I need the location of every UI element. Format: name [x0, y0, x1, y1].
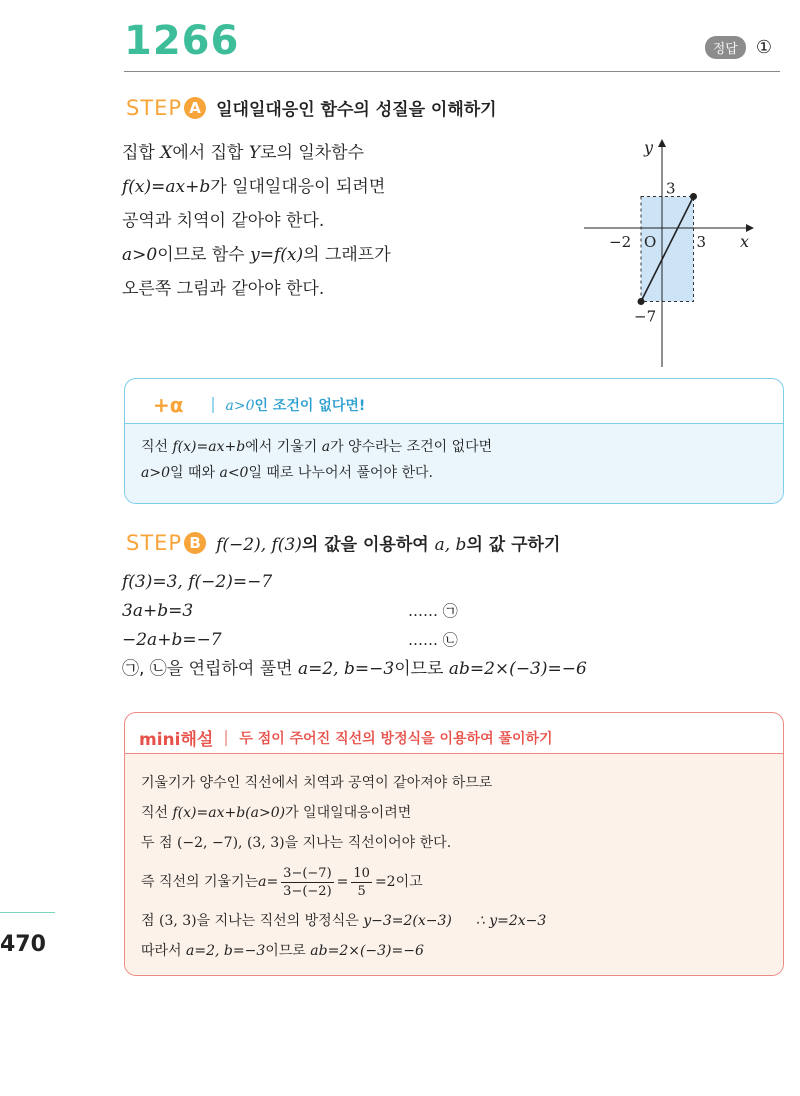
mini-solution-label: mini해설	[139, 730, 214, 750]
mini-line: 두 점 (−2, −7), (3, 3)을 지나는 직선이어야 한다.	[141, 835, 452, 851]
step-a-title: 일대일대응인 함수의 성질을 이해하기	[216, 100, 497, 120]
y-min-label: −7	[634, 307, 657, 326]
step-a-line: f(x)=ax+b가 일대일대응이 되려면	[122, 177, 386, 197]
mini-solution-header	[139, 725, 553, 750]
step-a-line: 오른쪽 그림과 같아야 한다.	[122, 279, 325, 299]
step-b-word: STEP	[126, 530, 183, 555]
alpha-tip-label: +α	[153, 393, 184, 417]
step-a-word: STEP	[126, 95, 183, 120]
alpha-tip-title: a>0인 조건이 없다면!	[225, 398, 366, 414]
step-a-line: 집합 X에서 집합 Y로의 일차함수	[122, 143, 365, 163]
mini-line: 따라서 a=2, b=−3이므로 ab=2×(−3)=−6	[141, 943, 424, 959]
equation-line: −2a+b=−7 …… ㉡	[122, 630, 458, 650]
slope-fraction-simplified: $\frac{10}{5}$	[353, 865, 370, 899]
step-a-explanation	[122, 138, 391, 308]
mini-solution-box	[124, 712, 784, 976]
mini-line: 기울기가 양수인 직선에서 치역과 공역이 같아져야 하므로	[141, 775, 493, 791]
step-b-heading	[126, 530, 560, 555]
page-number: 470	[0, 932, 46, 957]
mini-line-slope: 즉 직선의 기울기는 a= $\frac{3-(-7)}{3-(-2)}$ = $\frac{10}{5}$ =2 이고	[141, 865, 423, 899]
mini-line: 점 (3, 3)을 지나는 직선의 방정식은 y−3=2(x−3) ∴ y=2x−3	[141, 913, 547, 929]
x-axis-label: x	[740, 232, 750, 251]
endpoint-top-right	[690, 193, 697, 200]
function-graph	[580, 135, 760, 370]
alpha-tip-line: a>0일 때와 a<0일 때로 나누어서 풀어야 한다.	[141, 465, 433, 481]
alpha-tip-separator	[212, 397, 214, 413]
mini-solution-separator	[225, 730, 227, 746]
equation-line: 3a+b=3 …… ㉠	[122, 601, 458, 621]
alpha-tip-box	[124, 378, 784, 504]
header-divider	[124, 71, 780, 72]
x-min-label: −2	[609, 233, 632, 251]
x-max-label: 3	[696, 233, 707, 251]
step-b-title: f(−2), f(3)의 값을 이용하여 a, b의 값 구하기	[216, 535, 561, 555]
endpoint-bottom-left	[638, 298, 645, 305]
mini-line: 직선 f(x)=ax+b(a>0)가 일대일대응이려면	[141, 805, 412, 821]
answer-badge: 정답	[705, 36, 746, 59]
y-axis-label: y	[644, 138, 654, 157]
alpha-tip-header	[153, 393, 365, 417]
step-a-letter: A	[184, 97, 206, 119]
slope-fraction: $\frac{3-(-7)}{3-(-2)}$	[283, 865, 332, 899]
page-number-rule	[0, 912, 55, 913]
step-a-line: a>0이므로 함수 y=f(x)의 그래프가	[122, 245, 391, 265]
step-b-solution	[122, 569, 587, 685]
y-max-label: 3	[666, 179, 676, 198]
mini-solution-title: 두 점이 주어진 직선의 방정식을 이용하여 풀이하기	[239, 730, 553, 747]
alpha-tip-body	[125, 423, 783, 503]
mini-solution-body	[125, 753, 783, 975]
conclusion-line: ㉠, ㉡을 연립하여 풀면 a=2, b=−3이므로 ab=2×(−3)=−6	[122, 659, 587, 679]
equation-line: f(3)=3, f(−2)=−7	[122, 572, 273, 592]
problem-number: 1266	[124, 18, 240, 64]
step-a-line: 공역과 치역이 같아야 한다.	[122, 211, 325, 231]
origin-label: O	[644, 233, 657, 251]
answer-value: ①	[755, 37, 772, 58]
step-b-letter: B	[184, 532, 206, 554]
alpha-tip-line: 직선 f(x)=ax+b에서 기울기 a가 양수라는 조건이 없다면	[141, 439, 493, 455]
answer-area	[705, 36, 772, 59]
step-a-heading	[126, 95, 497, 120]
